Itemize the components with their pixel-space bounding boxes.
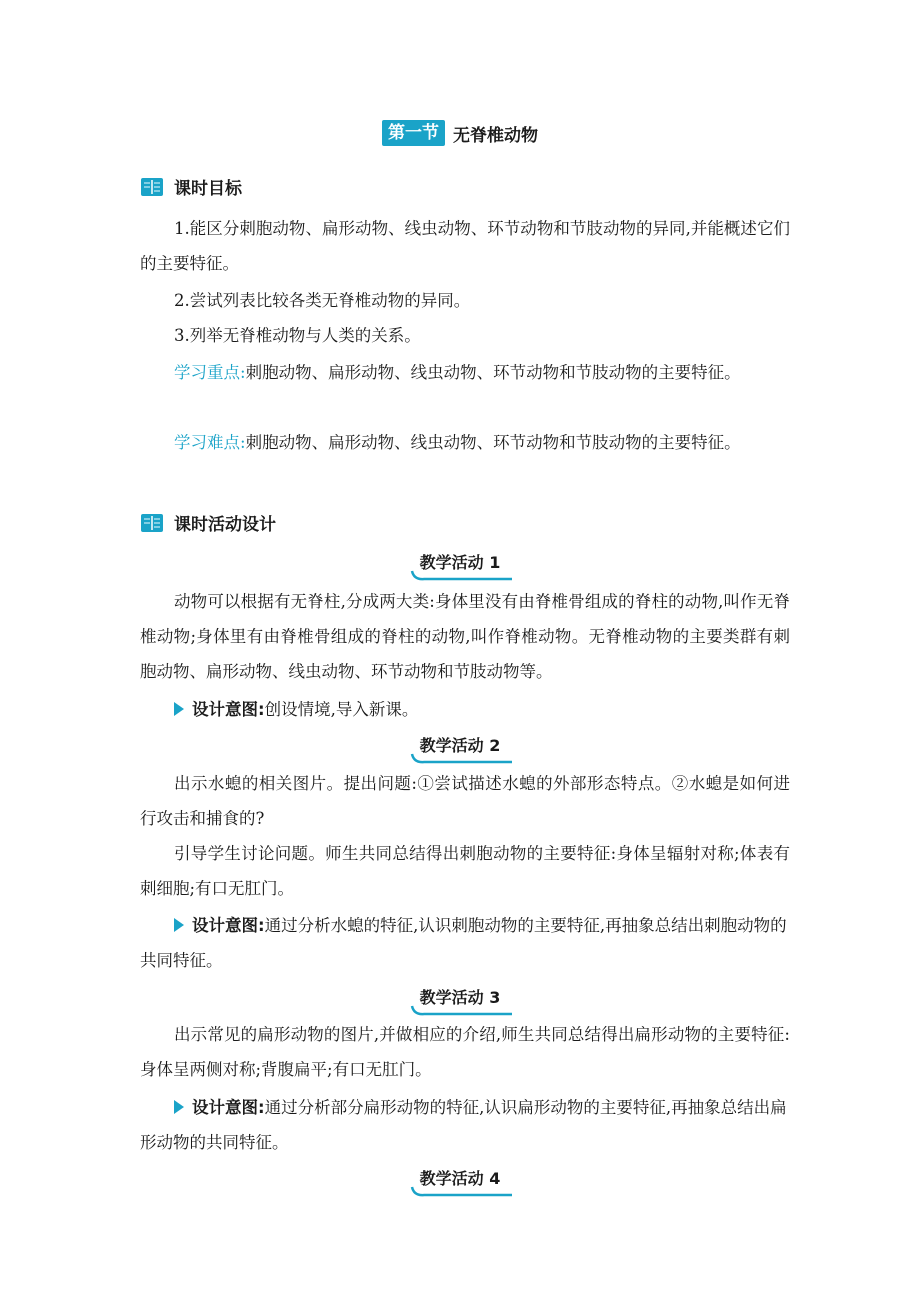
activity-title-text: 教学活动 3 — [419, 988, 501, 1007]
book-icon — [140, 512, 164, 534]
section-title — [0, 120, 920, 146]
section-number-badge: 第一节 — [382, 120, 445, 146]
activity-title-text: 教学活动 2 — [419, 736, 501, 755]
key-point-text: 刺胞动物、扁形动物、线虫动物、环节动物和节肢动物的主要特征。 — [245, 363, 741, 382]
triangle-icon — [174, 702, 184, 716]
activity-4-title — [0, 1166, 920, 1193]
underline-swoosh — [410, 1004, 514, 1018]
design-heading-label: 课时活动设计 — [174, 515, 276, 535]
activity-title-text: 教学活动 1 — [419, 553, 501, 572]
activity-2-design — [140, 908, 790, 978]
goals-heading — [140, 174, 242, 199]
key-point-label: 学习重点: — [174, 363, 246, 382]
activity-1-para-1: 动物可以根据有无脊柱,分成两大类:身体里没有由脊椎骨组成的脊柱的动物,叫作无脊椎动物;身体里有由脊椎骨组成的脊柱的动物,叫作脊椎动物。无脊椎动物的主要类群有刺胞动物、扁形动物、线虫动物、环节动物和节肢动物等。 — [140, 592, 790, 681]
design-text: 创设情境,导入新课。 — [264, 700, 419, 719]
design-label: 设计意图: — [192, 916, 265, 935]
activity-title-text: 教学活动 4 — [419, 1169, 501, 1188]
book-icon — [140, 176, 164, 198]
key-point — [140, 355, 790, 390]
section-title-text: 无脊椎动物 — [453, 125, 538, 146]
goals-heading-label: 课时目标 — [174, 179, 242, 199]
design-heading — [140, 510, 276, 535]
goal-3: 3.列举无脊椎动物与人类的关系。 — [174, 326, 421, 345]
activity-2-title — [0, 733, 920, 760]
triangle-icon — [174, 918, 184, 932]
activity-3-title — [0, 985, 920, 1012]
underline-swoosh — [410, 1185, 514, 1199]
activity-1-title — [0, 550, 920, 577]
activity-1-design — [140, 692, 790, 727]
difficult-point — [140, 425, 790, 460]
design-label: 设计意图: — [192, 1098, 265, 1117]
goal-2: 2.尝试列表比较各类无脊椎动物的异同。 — [174, 291, 471, 310]
activity-3-design — [140, 1090, 790, 1160]
design-text: 通过分析水螅的特征,认识刺胞动物的主要特征,再抽象总结出刺胞动物的共同特征。 — [140, 916, 787, 970]
underline-swoosh — [410, 752, 514, 766]
underline-swoosh — [410, 569, 514, 583]
design-text: 通过分析部分扁形动物的特征,认识扁形动物的主要特征,再抽象总结出扁形动物的共同特征。 — [140, 1098, 787, 1152]
activity-2-para-2: 引导学生讨论问题。师生共同总结得出刺胞动物的主要特征:身体呈辐射对称;体表有刺细胞;有口无肛门。 — [140, 844, 790, 898]
difficult-point-text: 刺胞动物、扁形动物、线虫动物、环节动物和节肢动物的主要特征。 — [245, 433, 741, 452]
activity-2-para-1: 出示水螅的相关图片。提出问题:①尝试描述水螅的外部形态特点。②水螅是如何进行攻击和捕食的? — [140, 774, 790, 828]
activity-3-para-1: 出示常见的扁形动物的图片,并做相应的介绍,师生共同总结得出扁形动物的主要特征:身体呈两侧对称;背腹扁平;有口无肛门。 — [140, 1025, 790, 1079]
goal-1: 1.能区分刺胞动物、扁形动物、线虫动物、环节动物和节肢动物的异同,并能概述它们的主要特征。 — [140, 219, 790, 273]
triangle-icon — [174, 1100, 184, 1114]
difficult-point-label: 学习难点: — [174, 433, 246, 452]
design-label: 设计意图: — [192, 700, 265, 719]
